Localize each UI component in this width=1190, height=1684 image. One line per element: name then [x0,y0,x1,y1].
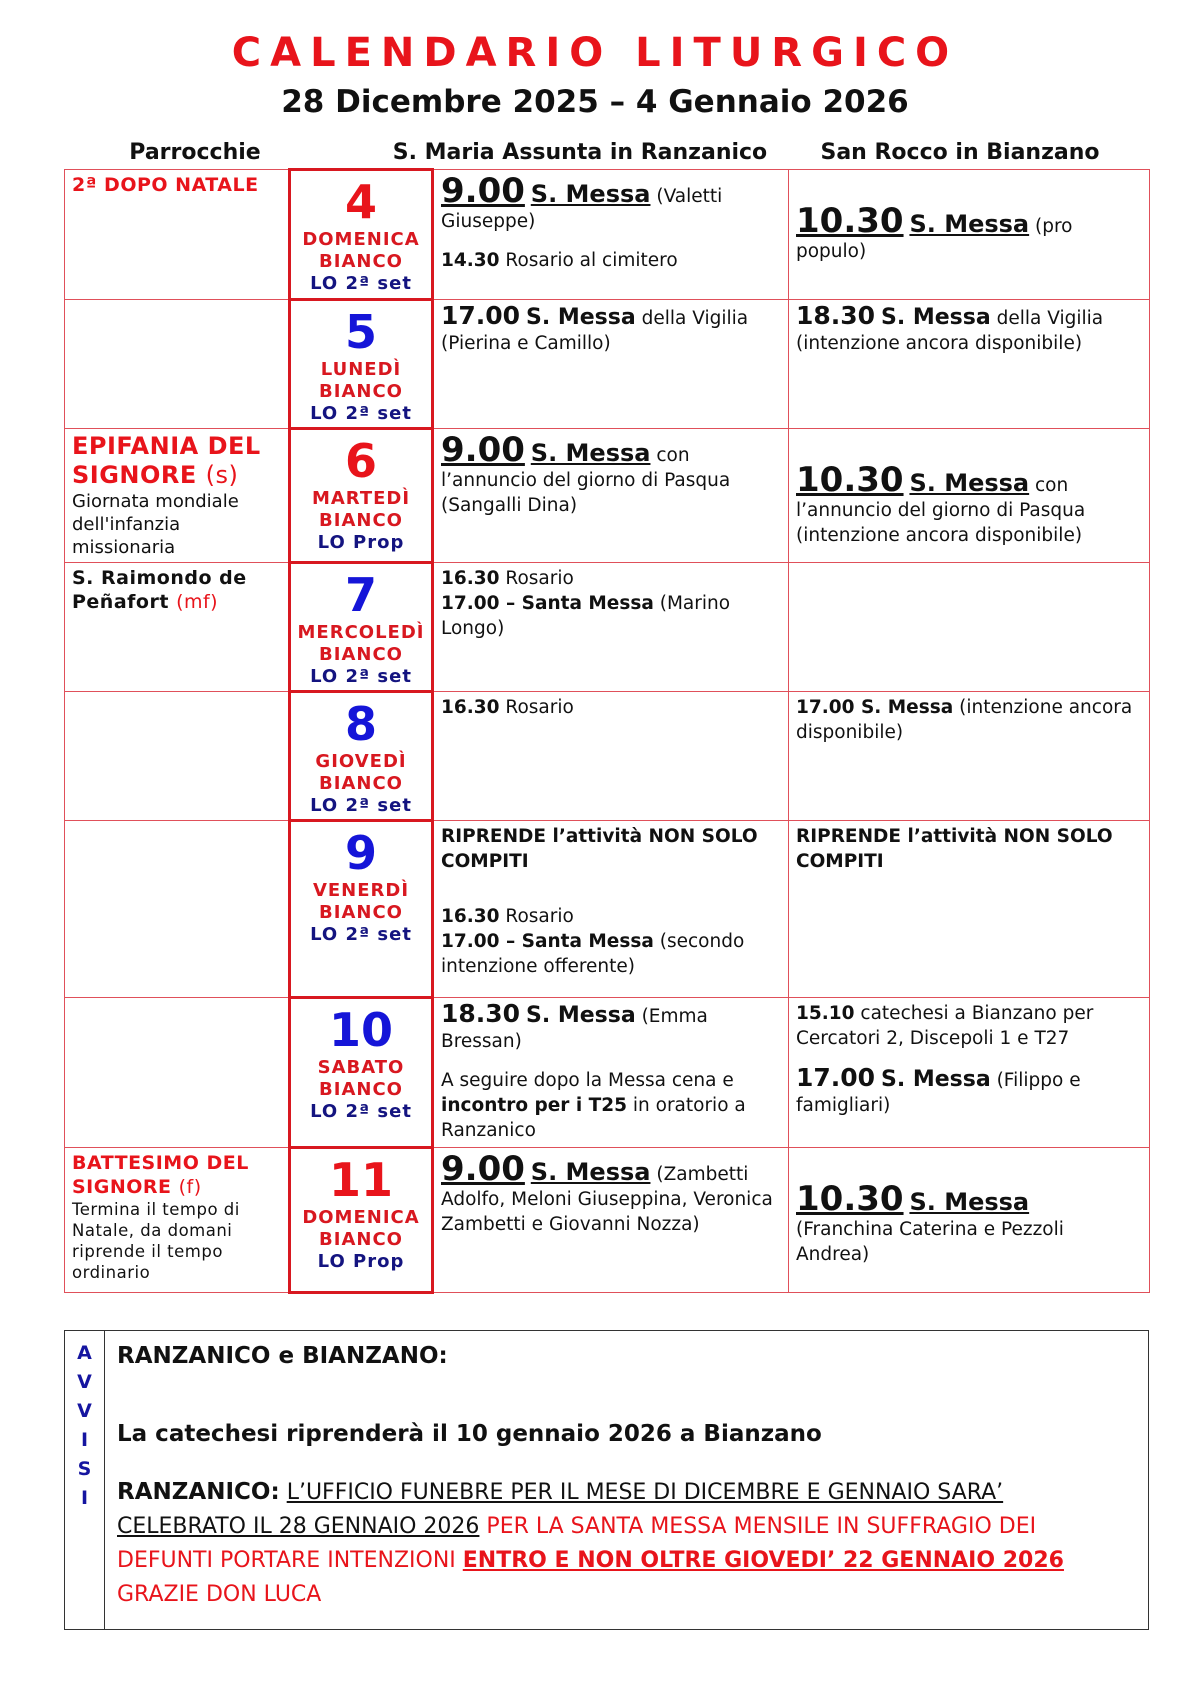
bianzano-cell [789,563,1150,692]
mass-label: S. Messa [530,1158,651,1186]
feast-name: EPIFANIA DEL SIGNORE [72,432,261,489]
funeral-notice [117,1475,1132,1612]
bianzano-cell [789,429,1150,563]
liturgical-color: BIANCO [319,251,403,272]
notices-letter: S [77,1458,92,1480]
mass-time: 17.00 S. Messa [796,697,954,718]
notices-vertical-label [65,1331,105,1629]
feast-cell [65,300,290,429]
day-cell [290,300,433,429]
ranzanico-cell [433,563,789,692]
mass-time: 10.30 [796,201,904,241]
feast-cell [65,170,290,300]
ranzanico-cell [433,429,789,563]
day-name: MARTEDÌ [311,488,411,509]
mass-intention: (Valetti Giuseppe) [441,186,723,232]
mass-time: 17.00 [441,301,521,330]
feast-name: 2ª DOPO NATALE [72,174,259,196]
day-number: 6 [344,434,377,488]
day-cell [290,429,433,563]
ranzanico-cell [433,998,789,1148]
notices-letter: A [77,1342,92,1364]
day-number: 5 [344,305,377,359]
feast-cell [65,998,290,1148]
liturgy-of-hours: LO Prop [317,1251,405,1272]
rosary-label: Rosario [505,697,574,718]
deadline-text: ENTRO E NON OLTRE GIOVEDI’ 22 GENNAIO 2026 [462,1548,1064,1573]
event-time: 14.30 [441,250,500,271]
date-range: 28 Dicembre 2025 – 4 Gennaio 2026 [281,84,909,120]
bianzano-cell [789,692,1150,821]
liturgical-color: BIANCO [319,902,403,923]
ranzanico-cell [433,692,789,821]
feast-note: Termina il tempo di Natale, da domani riprende il tempo ordinario [72,1200,240,1282]
liturgy-of-hours: LO 2ª set [310,273,412,294]
column-header-bianzano: San Rocco in Bianzano [820,140,1100,165]
mass-time: 10.30 [796,460,904,500]
mass-time: 17.00 [796,1063,876,1092]
bianzano-cell [789,1148,1150,1293]
liturgy-of-hours: LO 2ª set [310,924,412,945]
notices-letter: I [80,1429,89,1451]
thanks-text: GRAZIE DON LUCA [117,1582,322,1607]
day-number: 11 [328,1153,393,1207]
calendar-title: CALENDARIO LITURGICO [231,30,959,76]
day-name: SABATO [317,1057,405,1078]
catechesis-time: 15.10 [796,1003,855,1024]
bianzano-cell [789,998,1150,1148]
ranzanico-label: RANZANICO: [117,1479,280,1505]
day-name: LUNEDÌ [320,359,402,380]
rosary-label: Rosario [505,568,574,589]
mass-time: 10.30 [796,1179,904,1219]
day-number: 10 [328,1003,393,1057]
notices-heading: RANZANICO e BIANZANO: [117,1343,448,1369]
liturgical-color: BIANCO [319,1229,403,1250]
liturgy-of-hours: LO 2ª set [310,403,412,424]
mass-intention: (secondo intenzione offerente) [441,931,745,977]
day-number: 4 [344,175,377,229]
mass-intention: (Franchina Caterina e Pezzoli Andrea) [796,1219,1064,1265]
liturgy-of-hours: LO 2ª set [310,1101,412,1122]
feast-cell [65,429,290,563]
day-cell [290,998,433,1148]
day-cell [290,1148,433,1293]
mass-time: 18.30 [441,999,521,1028]
day-cell [290,821,433,998]
feast-grade: (s) [205,461,239,489]
catechesis-notice: La catechesi riprenderà il 10 gennaio 2026 a Bianzano [117,1421,822,1447]
bianzano-cell [789,170,1150,300]
day-row-5 [65,300,1150,429]
mass-label: S. Messa [530,439,651,467]
bianzano-cell [789,821,1150,998]
mass-intention: con l’annuncio del giorno di Pasqua (intenzione ancora disponibile) [796,475,1086,546]
ranzanico-cell [433,821,789,998]
day-number: 8 [344,697,377,751]
t25-meeting: incontro per i T25 [441,1095,627,1116]
mass-intentions-text: PER LA SANTA MESSA MENSILE IN SUFFRAGIO DEI DEFUNTI PORTARE INTENZIONI [117,1514,1037,1573]
mass-label: S. Messa [525,1003,636,1028]
ranzanico-cell [433,170,789,300]
rosary-label: Rosario [505,906,574,927]
liturgical-color: BIANCO [319,644,403,665]
activity-notice: RIPRENDE l’attività NON SOLO COMPITI [796,826,1113,872]
liturgy-of-hours: LO 2ª set [310,795,412,816]
mass-time: 9.00 [441,430,525,470]
feast-cell [65,1148,290,1293]
day-row-10 [65,998,1150,1148]
mass-time: 17.00 – Santa Messa [441,593,654,614]
after-mass-place: in oratorio a Ranzanico [441,1095,746,1141]
day-name: MERCOLEDÌ [297,622,425,643]
mass-intention: (intenzione ancora disponibile) [796,697,1133,743]
mass-intention: della Vigilia (intenzione ancora disponibile) [796,308,1104,354]
day-cell [290,563,433,692]
mass-intention: della Vigilia (Pierina e Camillo) [441,308,749,354]
day-name: DOMENICA [302,1207,420,1228]
mass-time: 17.00 – Santa Messa [441,931,654,952]
day-row-9 [65,821,1150,998]
mass-intention: (Marino Longo) [441,593,731,639]
liturgical-color: BIANCO [319,1079,403,1100]
feast-note: Giornata mondiale dell'infanzia missionaria [72,491,239,558]
event-label: Rosario al cimitero [505,250,678,271]
mass-time: 9.00 [441,171,525,211]
day-cell [290,692,433,821]
liturgical-calendar-table [64,168,1150,1294]
day-cell [290,170,433,300]
day-name: VENERDÌ [312,880,410,901]
mass-label: S. Messa [909,210,1030,238]
day-name: DOMENICA [302,229,420,250]
rosary-time: 16.30 [441,697,500,718]
day-row-7 [65,563,1150,692]
feast-cell [65,563,290,692]
day-row-4 [65,170,1150,300]
rosary-time: 16.30 [441,568,500,589]
notices-box [64,1330,1149,1630]
liturgical-color: BIANCO [319,773,403,794]
notices-letter: V [77,1400,92,1422]
mass-intention: (Filippo e famigliari) [796,1070,1081,1116]
mass-time: 9.00 [441,1149,525,1189]
mass-intention: (Zambetti Adolfo, Meloni Giuseppina, Veronica Zambetti e Giovanni Nozza) [441,1164,773,1235]
saint-name: S. Raimondo de Peñafort [72,567,247,613]
rosary-time: 16.30 [441,906,500,927]
mass-intention: (pro populo) [796,216,1073,262]
liturgy-of-hours: LO 2ª set [310,666,412,687]
feast-cell [65,821,290,998]
mass-intention: con l’annuncio del giorno di Pasqua (Sangalli Dina) [441,445,731,516]
liturgical-color: BIANCO [319,381,403,402]
day-row-11 [65,1148,1150,1293]
liturgy-of-hours: LO Prop [317,532,405,553]
mass-label: S. Messa [909,469,1030,497]
feast-grade: (f) [178,1176,202,1198]
mass-label: S. Messa [530,180,651,208]
day-row-8 [65,692,1150,821]
after-mass-text: A seguire dopo la Messa cena e [441,1070,734,1091]
ranzanico-cell [433,1148,789,1293]
notices-body [117,1339,1132,1612]
day-number: 7 [344,568,377,622]
feast-cell [65,692,290,821]
day-row-6 [65,429,1150,563]
mass-time: 18.30 [796,301,876,330]
notices-letter: V [77,1371,92,1393]
feast-grade: (mf) [176,591,219,613]
bianzano-cell [789,300,1150,429]
catechesis-label: catechesi a Bianzano per Cercatori 2, Discepoli 1 e T27 [796,1003,1094,1049]
column-header-ranzanico: S. Maria Assunta in Ranzanico [392,140,768,165]
day-name: GIOVEDÌ [315,751,407,772]
mass-label: S. Messa [909,1188,1030,1216]
mass-label: S. Messa [525,305,636,330]
mass-intention: (Emma Bressan) [441,1006,708,1052]
ranzanico-cell [433,300,789,429]
mass-label: S. Messa [880,1067,991,1092]
mass-label: S. Messa [880,305,991,330]
notices-letter: I [80,1487,89,1509]
funeral-office-text: L’UFFICIO FUNEBRE PER IL MESE DI DICEMBRE E GENNAIO SARA’ CELEBRATO IL 28 GENNAIO 2026 [117,1480,1004,1539]
activity-notice: RIPRENDE l’attività NON SOLO COMPITI [441,826,758,872]
column-header-parishes: Parrocchie [129,140,261,165]
day-number: 9 [344,826,377,880]
feast-name: BATTESIMO DEL SIGNORE [72,1152,249,1198]
liturgical-color: BIANCO [319,510,403,531]
